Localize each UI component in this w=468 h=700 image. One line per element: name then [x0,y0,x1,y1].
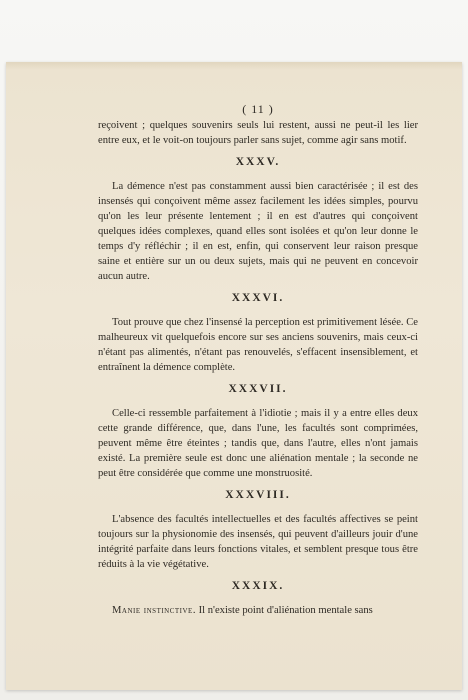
section-body-39: Il n'existe point d'aliénation mentale sans [198,605,373,616]
section-text-35: La démence n'est pas constamment aussi bien caractérisée ; il est des insensés qui conçoivent même assez facilement les idées simples, pourvu qu'on les leur présente lentement ; il en est d'autres qui conçoivent quelques idées complexes, quand elles sont isolées et qu'on leur donne le temps d'y réfléchir ; il en est, enfin, qui conservent leur raison presque saine et entière sur un ou deux sujets, mais qui ne peuvent en concevoir aucun autre. [98,181,418,282]
section-heading-35: XXXV. [235,156,281,168]
page-text [98,102,418,618]
section-text-37: Celle-ci ressemble parfaitement à l'idiotie ; mais il y a entre elles deux cette grande différence, que, dans l'une, les facultés sont comprimées, peuvent même être éteintes ; tandis que, dans l'autre, elles n'ont jamais existé. La première seule est donc une aliénation mentale ; la seconde ne peut être considérée que comme une monstruosité. [98,408,418,479]
section-text-36: Tout prouve que chez l'insensé la perception est primitivement lésée. Ce malheureux vit quelquefois encore sur ses anciens souvenirs, mais ceux-ci n'étant pas alimentés, n'étant pas renouvelés, s'effacent insensiblement, et entraînent la démence complète. [98,317,418,373]
book-page [6,62,462,690]
section-heading-36: XXXVI. [231,292,285,304]
section-heading-37: XXXVII. [228,383,288,395]
section-text-38: L'absence des facultés intellectuelles et des facultés affectives se peint toujours sur la physionomie des insensés, qui peuvent d'ailleurs jouir d'une intégrité parfaite dans leurs fonctions vitales, et semblent presque tous être réduits à la vie végétative. [98,514,418,570]
section-heading-38: XXXVIII. [225,489,291,501]
section-heading-39: XXXIX. [231,580,285,592]
intro-paragraph: reçoivent ; quelques souvenirs seuls lui restent, aussi ne peut-il les lier entre eux, et le voit-on toujours parler sans sujet, comme agir sans motif. [98,120,418,146]
section-lead-39: Manie instinctive. [112,605,196,616]
section-text-39 [98,603,418,618]
page-number: ( 11 ) [242,102,274,116]
